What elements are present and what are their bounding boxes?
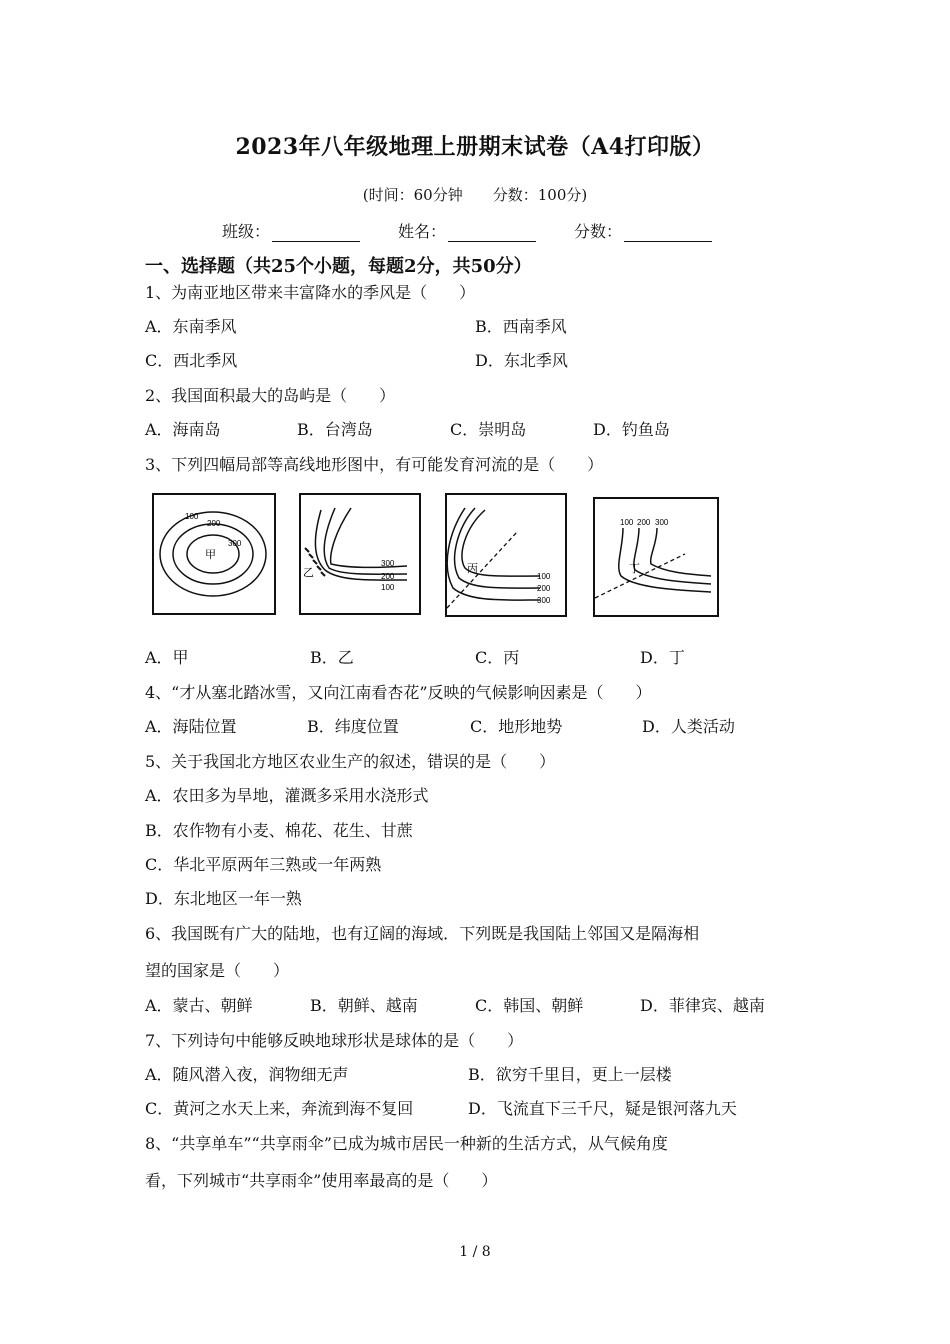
map-label-jia: 甲: [205, 549, 216, 561]
page-title: 2023年八年级地理上册期末试卷（A4打印版）: [235, 134, 715, 160]
question-3-stem: 3、下列四幅局部等高线地形图中，有可能发育河流的是（ ）: [145, 455, 604, 474]
question-3-option-c[interactable]: C．丙: [475, 648, 520, 667]
exam-score: 分数：100分): [492, 186, 588, 204]
contour-line: [315, 510, 407, 580]
contour-map-jia: [153, 494, 275, 614]
question-5-option-d[interactable]: D．东北地区一年一熟: [145, 889, 302, 908]
contour-label: 200: [637, 518, 651, 527]
exam-time: (时间：60分钟: [362, 186, 463, 204]
question-4-option-d[interactable]: D．人类活动: [642, 717, 735, 736]
contour-line: [331, 508, 407, 567]
question-8-stem-line2: 看，下列城市“共享雨伞”使用率最高的是（ ）: [145, 1171, 498, 1190]
question-6-stem-line1: 6、我国既有广大的陆地，也有辽阔的海域．下列既是我国陆上邻国又是隔海相: [145, 924, 700, 943]
contour-label: 300: [381, 559, 395, 568]
question-6-option-b[interactable]: B．朝鲜、越南: [310, 996, 418, 1015]
name-field[interactable]: [398, 219, 536, 242]
section-heading: 一、选择题（共25个小题，每题2分，共50分）: [145, 256, 532, 277]
question-8-stem-line1: 8、“共享单车”“共享雨伞”已成为城市居民一种新的生活方式，从气候角度: [145, 1134, 668, 1153]
contour-label: 300: [537, 596, 551, 605]
question-3-option-a[interactable]: A．甲: [145, 648, 189, 667]
question-6-option-c[interactable]: C．韩国、朝鲜: [475, 996, 584, 1015]
question-7-option-a[interactable]: A．随风潜入夜，润物细无声: [145, 1065, 349, 1084]
class-blank[interactable]: [272, 223, 360, 242]
name-blank[interactable]: [448, 223, 536, 242]
contour-label: 100: [537, 572, 551, 581]
contour-line: [651, 528, 711, 576]
question-7-option-c[interactable]: C．黄河之水天上来，奔流到海不复回: [145, 1099, 414, 1118]
contour-label: 200: [381, 572, 395, 581]
map-label-yi: 乙: [303, 567, 314, 579]
contour-label: 300: [655, 518, 669, 527]
exam-meta: [0, 184, 950, 205]
question-3-option-d[interactable]: D．丁: [640, 648, 685, 667]
question-4-option-a[interactable]: A．海陆位置: [145, 717, 237, 736]
question-4-option-b[interactable]: B．纬度位置: [307, 717, 399, 736]
question-1-option-a[interactable]: A．东南季风: [145, 317, 237, 336]
contour-map-bing: [446, 494, 566, 616]
question-7-option-b[interactable]: B．欲穷千里目，更上一层楼: [468, 1065, 672, 1084]
contour-label: 100: [381, 583, 395, 592]
contour-line: [324, 508, 407, 574]
score-field[interactable]: [574, 219, 712, 242]
contour-maps-figure: [145, 488, 735, 623]
question-2-option-d[interactable]: D．钓鱼岛: [593, 420, 670, 439]
dashed-line: [447, 532, 517, 608]
contour-label: 300: [228, 539, 242, 548]
student-info: [222, 219, 712, 242]
question-7-option-d[interactable]: D．飞流直下三千尺，疑是银河落九天: [468, 1099, 737, 1118]
contour-map-yi: [300, 494, 420, 614]
contour-label: 200: [207, 519, 221, 528]
class-label: 班级：: [222, 222, 271, 241]
question-4-option-c[interactable]: C．地形地势: [470, 717, 563, 736]
page-number: 1 / 8: [459, 1244, 491, 1260]
map-label-bing: 丙: [467, 563, 478, 575]
question-2-option-a[interactable]: A．海南岛: [145, 420, 221, 439]
map-frame: [594, 498, 718, 616]
contour-label: 100: [620, 518, 634, 527]
contour-label: 100: [185, 512, 199, 521]
question-1-stem: 1、为南亚地区带来丰富降水的季风是（ ）: [145, 283, 476, 302]
map-frame: [300, 494, 420, 614]
score-label: 分数：: [574, 222, 623, 241]
question-3-option-b[interactable]: B．乙: [310, 648, 354, 667]
question-2-option-b[interactable]: B．台湾岛: [297, 420, 373, 439]
question-2-stem: 2、我国面积最大的岛屿是（ ）: [145, 386, 396, 405]
question-1-option-d[interactable]: D．东北季风: [475, 351, 568, 370]
question-6-option-d[interactable]: D．菲律宾、越南: [640, 996, 765, 1015]
question-7-stem: 7、下列诗句中能够反映地球形状是球体的是（ ）: [145, 1031, 524, 1050]
question-6-stem-line2: 望的国家是（ ）: [145, 961, 290, 980]
question-5-option-b[interactable]: B．农作物有小麦、棉花、花生、甘蔗: [145, 821, 413, 840]
map-label-ding: 丁: [629, 563, 640, 575]
question-1-option-b[interactable]: B．西南季风: [475, 317, 567, 336]
question-6-option-a[interactable]: A．蒙古、朝鲜: [145, 996, 253, 1015]
name-label: 姓名：: [398, 222, 447, 241]
question-5-stem: 5、关于我国北方地区农业生产的叙述，错误的是（ ）: [145, 752, 556, 771]
contour-label: 200: [537, 584, 551, 593]
question-5-option-a[interactable]: A．农田多为旱地，灌溉多采用水浇形式: [145, 786, 429, 805]
question-2-option-c[interactable]: C．崇明岛: [450, 420, 527, 439]
score-blank[interactable]: [624, 223, 712, 242]
question-1-option-c[interactable]: C．西北季风: [145, 351, 238, 370]
dashed-line: [595, 554, 685, 598]
question-5-option-c[interactable]: C．华北平原两年三熟或一年两熟: [145, 855, 382, 874]
question-4-stem: 4、“才从塞北踏冰雪，又向江南看杏花”反映的气候影响因素是（ ）: [145, 683, 652, 702]
class-field[interactable]: [222, 219, 360, 242]
contour-map-ding: [594, 498, 718, 616]
